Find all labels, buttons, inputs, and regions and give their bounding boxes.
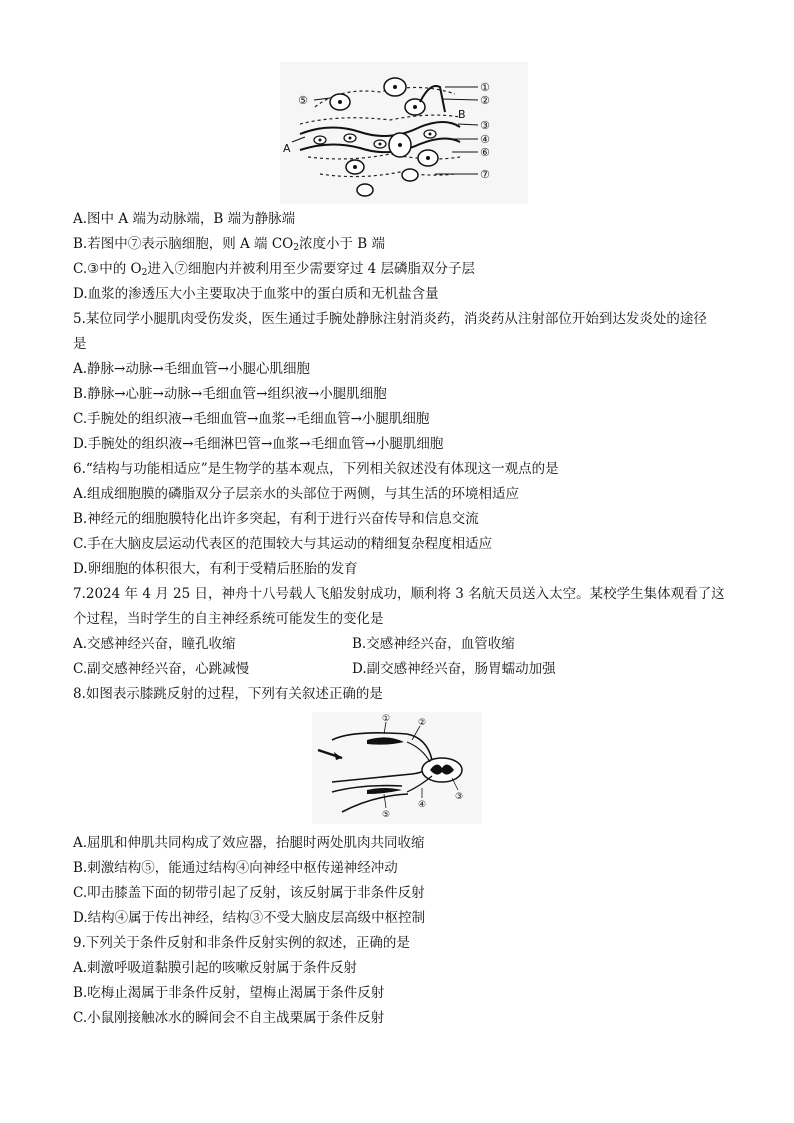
q6-option-c: C.手在大脑皮层运动代表区的范围较大与其运动的精细复杂程度相适应 [73, 536, 493, 552]
q6-option-d: D.卵细胞的体积很大，有利于受精后胚胎的发育 [73, 561, 358, 577]
fig2-label-4: ④ [418, 800, 427, 810]
q5-stem-line2: 是 [73, 336, 87, 352]
q4-option-b-post: 浓度小于 B 端 [298, 236, 385, 252]
q7-option-c: C.副交感神经兴奋，心跳减慢 [73, 661, 250, 677]
fig1-label-3: ③ [480, 119, 490, 132]
fig1-label-2: ② [480, 94, 490, 107]
fig2-label-5: ⑤ [382, 810, 391, 820]
q9-option-a: A.刺激呼吸道黏膜引起的咳嗽反射属于条件反射 [73, 960, 358, 976]
q5-option-a: A.静脉→动脉→毛细血管→小腿心肌细胞 [73, 361, 310, 377]
q5-option-c: C.手腕处的组织液→毛细血管→血浆→毛细血管→小腿肌细胞 [73, 411, 430, 427]
q8-option-c: C.叩击膝盖下面的韧带引起了反射，该反射属于非条件反射 [73, 885, 425, 901]
fig1-label-4: ④ [480, 133, 490, 146]
q7-option-b: B.交感神经兴奋，血管收缩 [352, 636, 515, 652]
q7-option-a: A.交感神经兴奋，瞳孔收缩 [73, 636, 236, 652]
fig1-label-1: ① [480, 81, 490, 94]
q7-option-d: D.副交感神经兴奋，肠胃蠕动加强 [352, 661, 556, 677]
fig2-label-2: ② [418, 718, 427, 728]
q8-stem: 8.如图表示膝跳反射的过程，下列有关叙述正确的是 [73, 686, 383, 702]
q6-stem: 6.“结构与功能相适应”是生物学的基本观点，下列相关叙述没有体现这一观点的是 [73, 461, 559, 477]
fig1-label-6: ⑥ [480, 146, 490, 159]
q8-option-d: D.结构④属于传出神经，结构③不受大脑皮层高级中枢控制 [73, 910, 426, 926]
fig2-label-3: ③ [455, 792, 464, 802]
q4-option-c-pre: C.③中的 O [73, 261, 142, 277]
q5-stem-line1: 5.某位同学小腿肌肉受伤发炎，医生通过手腕处静脉注射消炎药，消炎药从注射部位开始到达发炎处的途径 [73, 311, 707, 327]
q4-option-b-sub: 2 [293, 243, 299, 253]
q4-option-d: D.血浆的渗透压大小主要取决于血浆中的蛋白质和无机盐含量 [73, 286, 439, 302]
q4-option-a: A.图中 A 端为动脉端，B 端为静脉端 [73, 211, 296, 227]
q6-option-b: B.神经元的细胞膜特化出许多突起，有利于进行兴奋传导和信息交流 [73, 511, 479, 527]
q5-option-b: B.静脉→心脏→动脉→毛细血管→组织液→小腿肌细胞 [73, 386, 387, 402]
q4-option-c-post: 进入⑦细胞内并被利用至少需要穿过 4 层磷脂双分子层 [147, 261, 476, 277]
q4-option-c [73, 259, 475, 283]
q7-options-row1 [73, 634, 236, 654]
fig2-label-1: ① [382, 714, 391, 724]
q9-option-b: B.吃梅止渴属于非条件反射，望梅止渴属于条件反射 [73, 985, 385, 1001]
fig1-label-7: ⑦ [480, 168, 490, 181]
q6-option-a: A.组成细胞膜的磷脂双分子层亲水的头部位于两侧，与其生活的环境相适应 [73, 486, 520, 502]
q9-option-c: C.小鼠刚接触冰水的瞬间会不自主战栗属于条件反射 [73, 1010, 385, 1026]
fig1-label-5: ⑤ [298, 94, 308, 107]
fig1-label-A: A [283, 142, 291, 155]
q9-stem: 9.下列关于条件反射和非条件反射实例的叙述，正确的是 [73, 935, 410, 951]
q8-option-a: A.屈肌和伸肌共同构成了效应器，抬腿时两处肌肉共同收缩 [73, 835, 425, 851]
q4-option-b [73, 234, 385, 258]
q8-option-b: B.刺激结构⑤，能通过结构④向神经中枢传递神经冲动 [73, 860, 398, 876]
q4-option-b-pre: B.若图中⑦表示脑细胞，则 A 端 CO [73, 236, 294, 252]
q7-stem-line2: 个过程，当时学生的自主神经系统可能发生的变化是 [73, 611, 384, 627]
q4-option-c-sub: 2 [141, 268, 148, 278]
q7-stem-line1: 7.2024 年 4 月 25 日，神舟十八号载人飞船发射成功，顺利将 3 名航天员送入太空。某校学生集体观看了这 [73, 586, 725, 602]
fig1-label-B: B [458, 108, 466, 121]
q5-option-d: D.手腕处的组织液→毛细淋巴管→血浆→毛细血管→小腿肌细胞 [73, 436, 444, 452]
knee-jerk-reflex-diagram [312, 712, 482, 824]
capillary-tissue-diagram [280, 62, 528, 204]
